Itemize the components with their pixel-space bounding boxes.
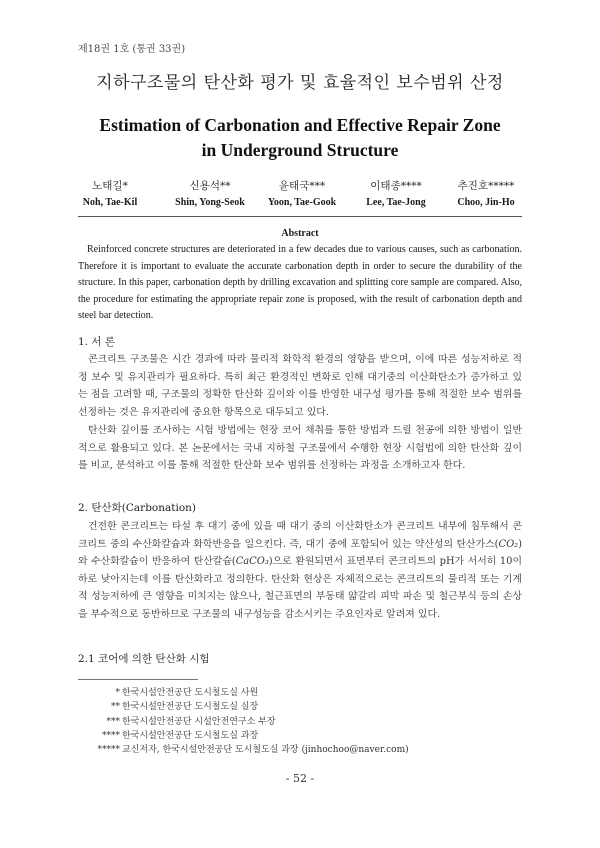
author-name-english: Lee, Tae-Jong [366, 197, 426, 208]
section-1-paragraph-2: 탄산화 깊이를 조사하는 시험 방법에는 현장 코어 채취를 통한 방법과 드릴 천공에 의한 방법이 일반적으로 활용되고 있다. 본 논문에서는 국내 지하철 구조물에서 수행한 현장 시험법에 의한 탄산화 깊이를 비교, 분석하고 이를 통해 적절한 탄산화 보수 범위를 선정하는 과정을 소개하고자 한다. [78, 425, 522, 472]
section-1-heading: 1. 서 론 [78, 336, 115, 348]
header-divider [78, 216, 522, 217]
section-2-paragraph-1 [78, 518, 522, 624]
author-name-english: Noh, Tae-Kil [82, 197, 138, 208]
title-english-line1: Estimation of Carbonation and Effective Repair Zone [99, 115, 501, 135]
footnote-list [78, 686, 409, 757]
author-name-korean: 이태종**** [370, 180, 422, 192]
section-2-heading: 2. 탄산화(Carbonation) [78, 502, 197, 514]
footnote-mark: *** [106, 716, 120, 727]
author-name-korean: 추진호***** [457, 180, 515, 192]
author-2 [160, 179, 260, 211]
section-1-paragraph-1: 콘크리트 구조물은 시간 경과에 따라 물리적 화학적 환경의 영향을 받으며, 이에 따른 성능저하로 적정 보수 및 유지관리가 필요하다. 특히 최근 환경적인 변화로 인해 대기중의 이산화탄소가 증가하고 있는 점을 고려할 때, 구조물의 정확한 탄산화 깊이와 이를 반영한 내구성 평가를 통해 적절한 보수 범위를 선정하는 것은 유지관리에 중요한 항목으로 대두되고 있다. [78, 354, 522, 418]
footnote-text: 교신저자, 한국시설안전공단 도시철도실 과장 (jinhochoo@naver.com) [122, 745, 409, 756]
author-4 [346, 179, 446, 211]
paragraph-text: 건전한 콘크리트는 타설 후 대기 중에 있을 때 대기 중의 이산화탄소가 콘크리트 내부에 침투해서 콘크리트 중의 수산화칼슘과 화학반응을 일으킨다. 즉, 대기 중에 포함되어 있는 약산성의 탄산가스( [78, 521, 522, 550]
title-english-line2: in Underground Structure [201, 140, 399, 160]
footnote-mark: ** [111, 702, 120, 713]
page-number: - 52 - [285, 772, 315, 785]
title-english [0, 113, 600, 163]
formula-co2: CO₂ [498, 538, 519, 550]
footnote [78, 729, 409, 743]
footnote-text: 한국시설안전공단 도시철도실 실장 [122, 702, 259, 713]
author-name-english: Shin, Yong-Seok [175, 197, 245, 208]
author-1 [60, 179, 160, 211]
author-3 [252, 179, 352, 211]
formula-caco3: CaCO₃ [235, 556, 269, 568]
author-5 [436, 179, 536, 211]
footnote-mark: * [115, 688, 120, 698]
author-name-korean: 신용석** [189, 180, 231, 192]
paragraph-text: )으로 환원되면서 표면부터 콘크리트의 pH가 서서히 10이하로 낮아지는데 이를 탄산화라고 정의한다. 탄산화 현상은 자체적으로는 콘크리트의 물리적 또는 기계적 성능저하에 큰 영향을 미치지는 않으나, 철근표면의 부동태 얇갈리 피막 파손 및 철근부식 등의 손상을 부수적으로 동반하므로 구조물의 내구성능을 감소시키는 주요인자로 알려져 있다. [78, 556, 523, 620]
author-name-korean: 윤태국*** [278, 180, 326, 192]
journal-header: 제18권 1호 (통권 33권) [78, 44, 186, 55]
abstract-body: Reinforced concrete structures are deteriorated in a few decades due to various causes, such as carbonation. Therefore it is important to evaluate the accurate carbonation depth in order to secure the durability of the structure. In this paper, carbonation depth by drilling excavation and splitting core sample are compared. Also, the procedure for estimating the appropriate repair zone is proposed, with the result of carbonation depth and steel bar detection. [78, 244, 522, 321]
title-korean: 지하구조물의 탄산화 평가 및 효율적인 보수범위 산정 [96, 73, 504, 93]
footnote [78, 715, 409, 729]
footnote-mark: ***** [97, 745, 120, 756]
footnote-mark: **** [102, 730, 120, 741]
footnote [78, 686, 409, 700]
footnote-text: 한국시설안전공단 도시철도실 사원 [122, 688, 259, 698]
footnote-text: 한국시설안전공단 시설안전연구소 부장 [122, 716, 276, 727]
section-2-1-heading: 2.1 코어에 의한 탄산화 시험 [78, 653, 210, 665]
author-name-english: Choo, Jin-Ho [457, 197, 515, 208]
footnote [78, 700, 409, 714]
author-name-korean: 노태길* [92, 180, 128, 192]
abstract-heading: Abstract [281, 228, 319, 239]
footnote-divider [78, 679, 198, 680]
author-name-english: Yoon, Tae-Gook [267, 197, 337, 208]
footnote-text: 한국시설안전공단 도시철도실 과장 [122, 730, 259, 741]
footnote [78, 743, 409, 757]
paragraph-text: )와 수산화칼슘이 반응하여 탄산칼슘( [78, 538, 522, 568]
